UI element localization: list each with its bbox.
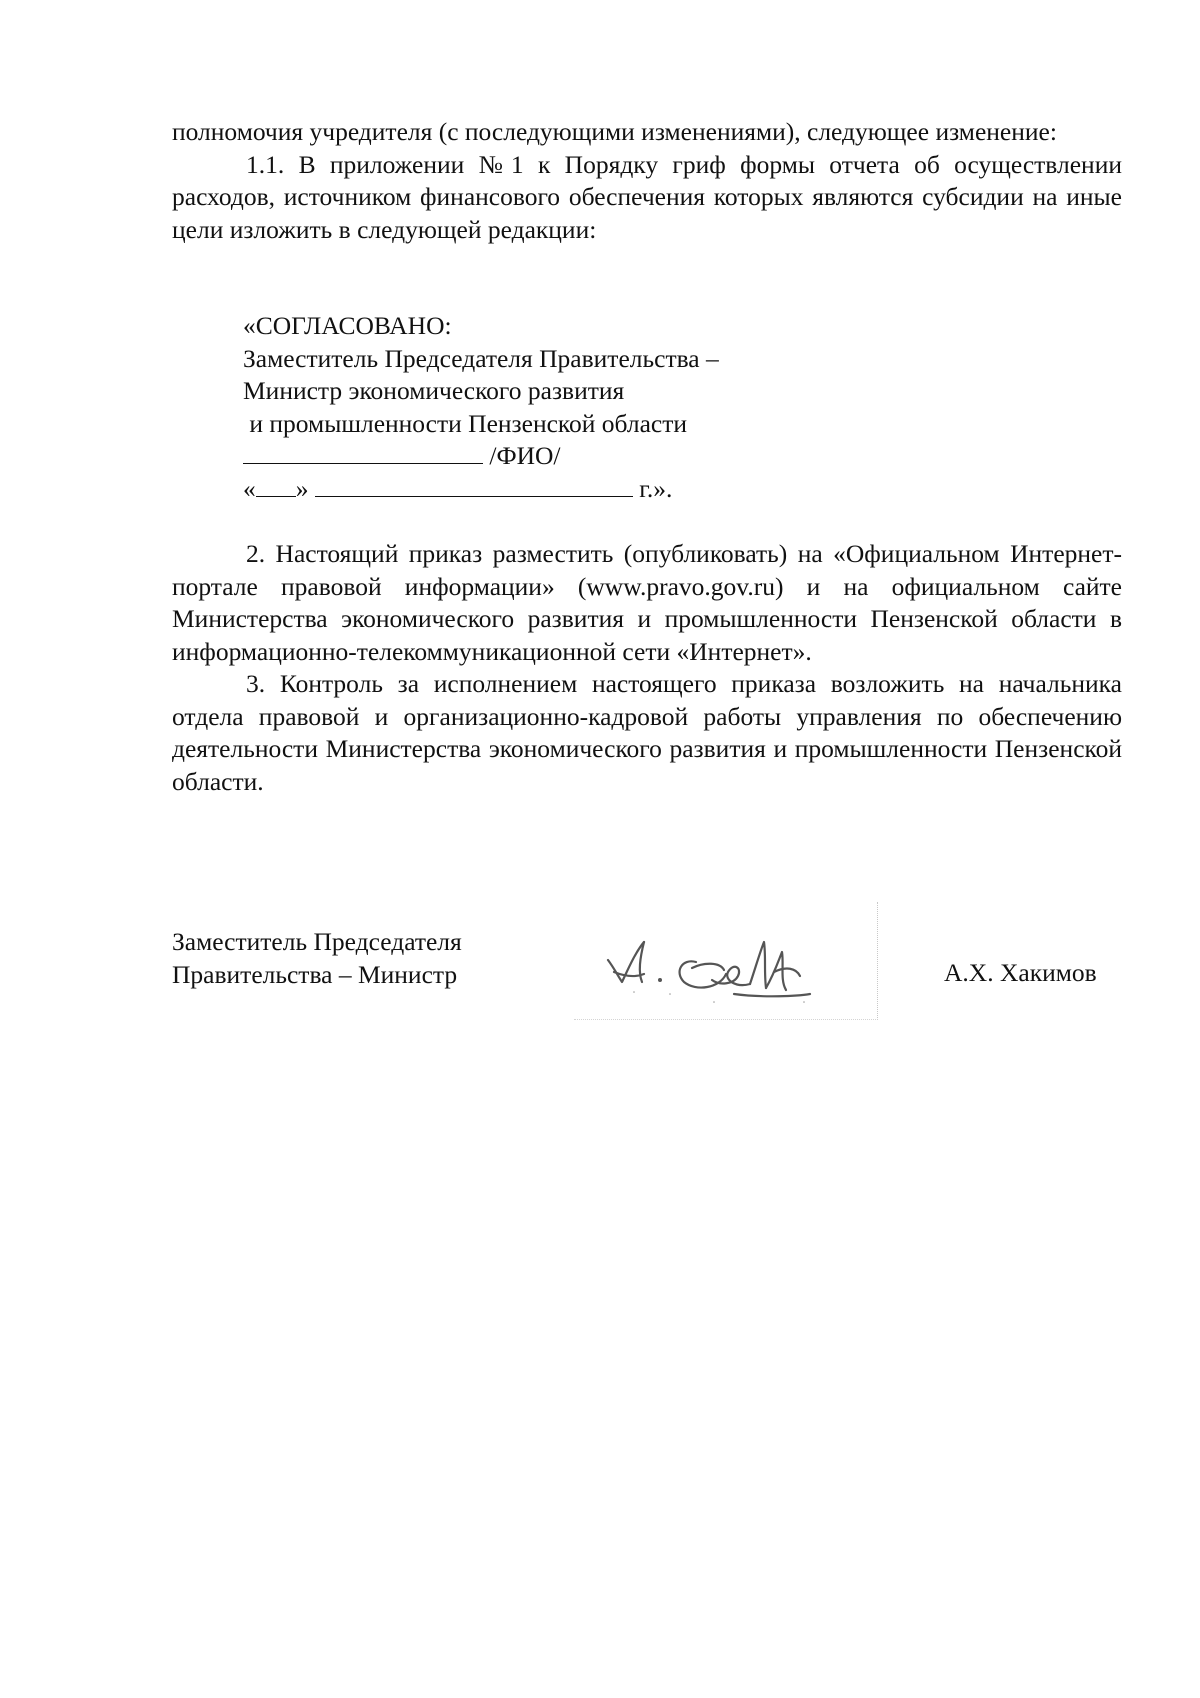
stamp-date-line — [243, 473, 863, 506]
date-close-quote: » — [295, 473, 309, 503]
signature-image — [574, 902, 878, 1020]
approval-stamp — [243, 310, 863, 505]
month-year-blank — [315, 474, 633, 497]
main-section — [172, 538, 1122, 798]
handwritten-signature — [574, 902, 878, 1020]
stamp-position-line-1: Заместитель Председателя Правительства – — [243, 343, 719, 373]
signature-blank — [243, 441, 483, 464]
signatory-position — [172, 926, 592, 991]
paragraph-1-1: 1.1. В приложении №1 к Порядку гриф формы отчета об осуществлении расходов, источником финансового обеспечения которых являются субсидии на иные цели изложить в следующей редакции: — [172, 149, 1122, 244]
stamp-position-line-2: Министр экономического развития — [243, 376, 625, 405]
paragraph-continuation: полномочия учредителя (с последующими изменениями), следующее изменение: — [172, 117, 1057, 146]
date-suffix: г.». — [632, 473, 673, 503]
day-blank — [256, 474, 296, 497]
paragraph-2: 2. Настоящий приказ разместить (опубликовать) на «Официальном Интернет-портале правовой информации» (www.pravo.gov.ru) и на официальном сайте Министерства экономического развития и промышленности Пензенской области в информационно-телекоммуникационной сети «Интернет». — [172, 539, 1122, 666]
paragraph-3: 3. Контроль за исполнением настоящего приказа возложить на начальника отдела правовой и организационно-кадровой работы управления по обеспечению деятельности Министерства экономического развития и промышленности Пензенской области. — [172, 669, 1122, 796]
date-open-quote: « — [243, 473, 256, 503]
stamp-position-line-3: и промышленности Пензенской области — [243, 408, 688, 438]
stamp-heading: «СОГЛАСОВАНО: — [243, 311, 452, 340]
signatory-name: А.Х. Хакимов — [944, 958, 1097, 987]
signatory-position-line-2: Правительства – Министр — [172, 959, 458, 989]
intro-section — [172, 116, 1122, 246]
stamp-fio-label: /ФИО/ — [483, 441, 561, 470]
stamp-signature-line — [243, 440, 863, 473]
signatory-position-line-1: Заместитель Председателя — [172, 927, 462, 956]
